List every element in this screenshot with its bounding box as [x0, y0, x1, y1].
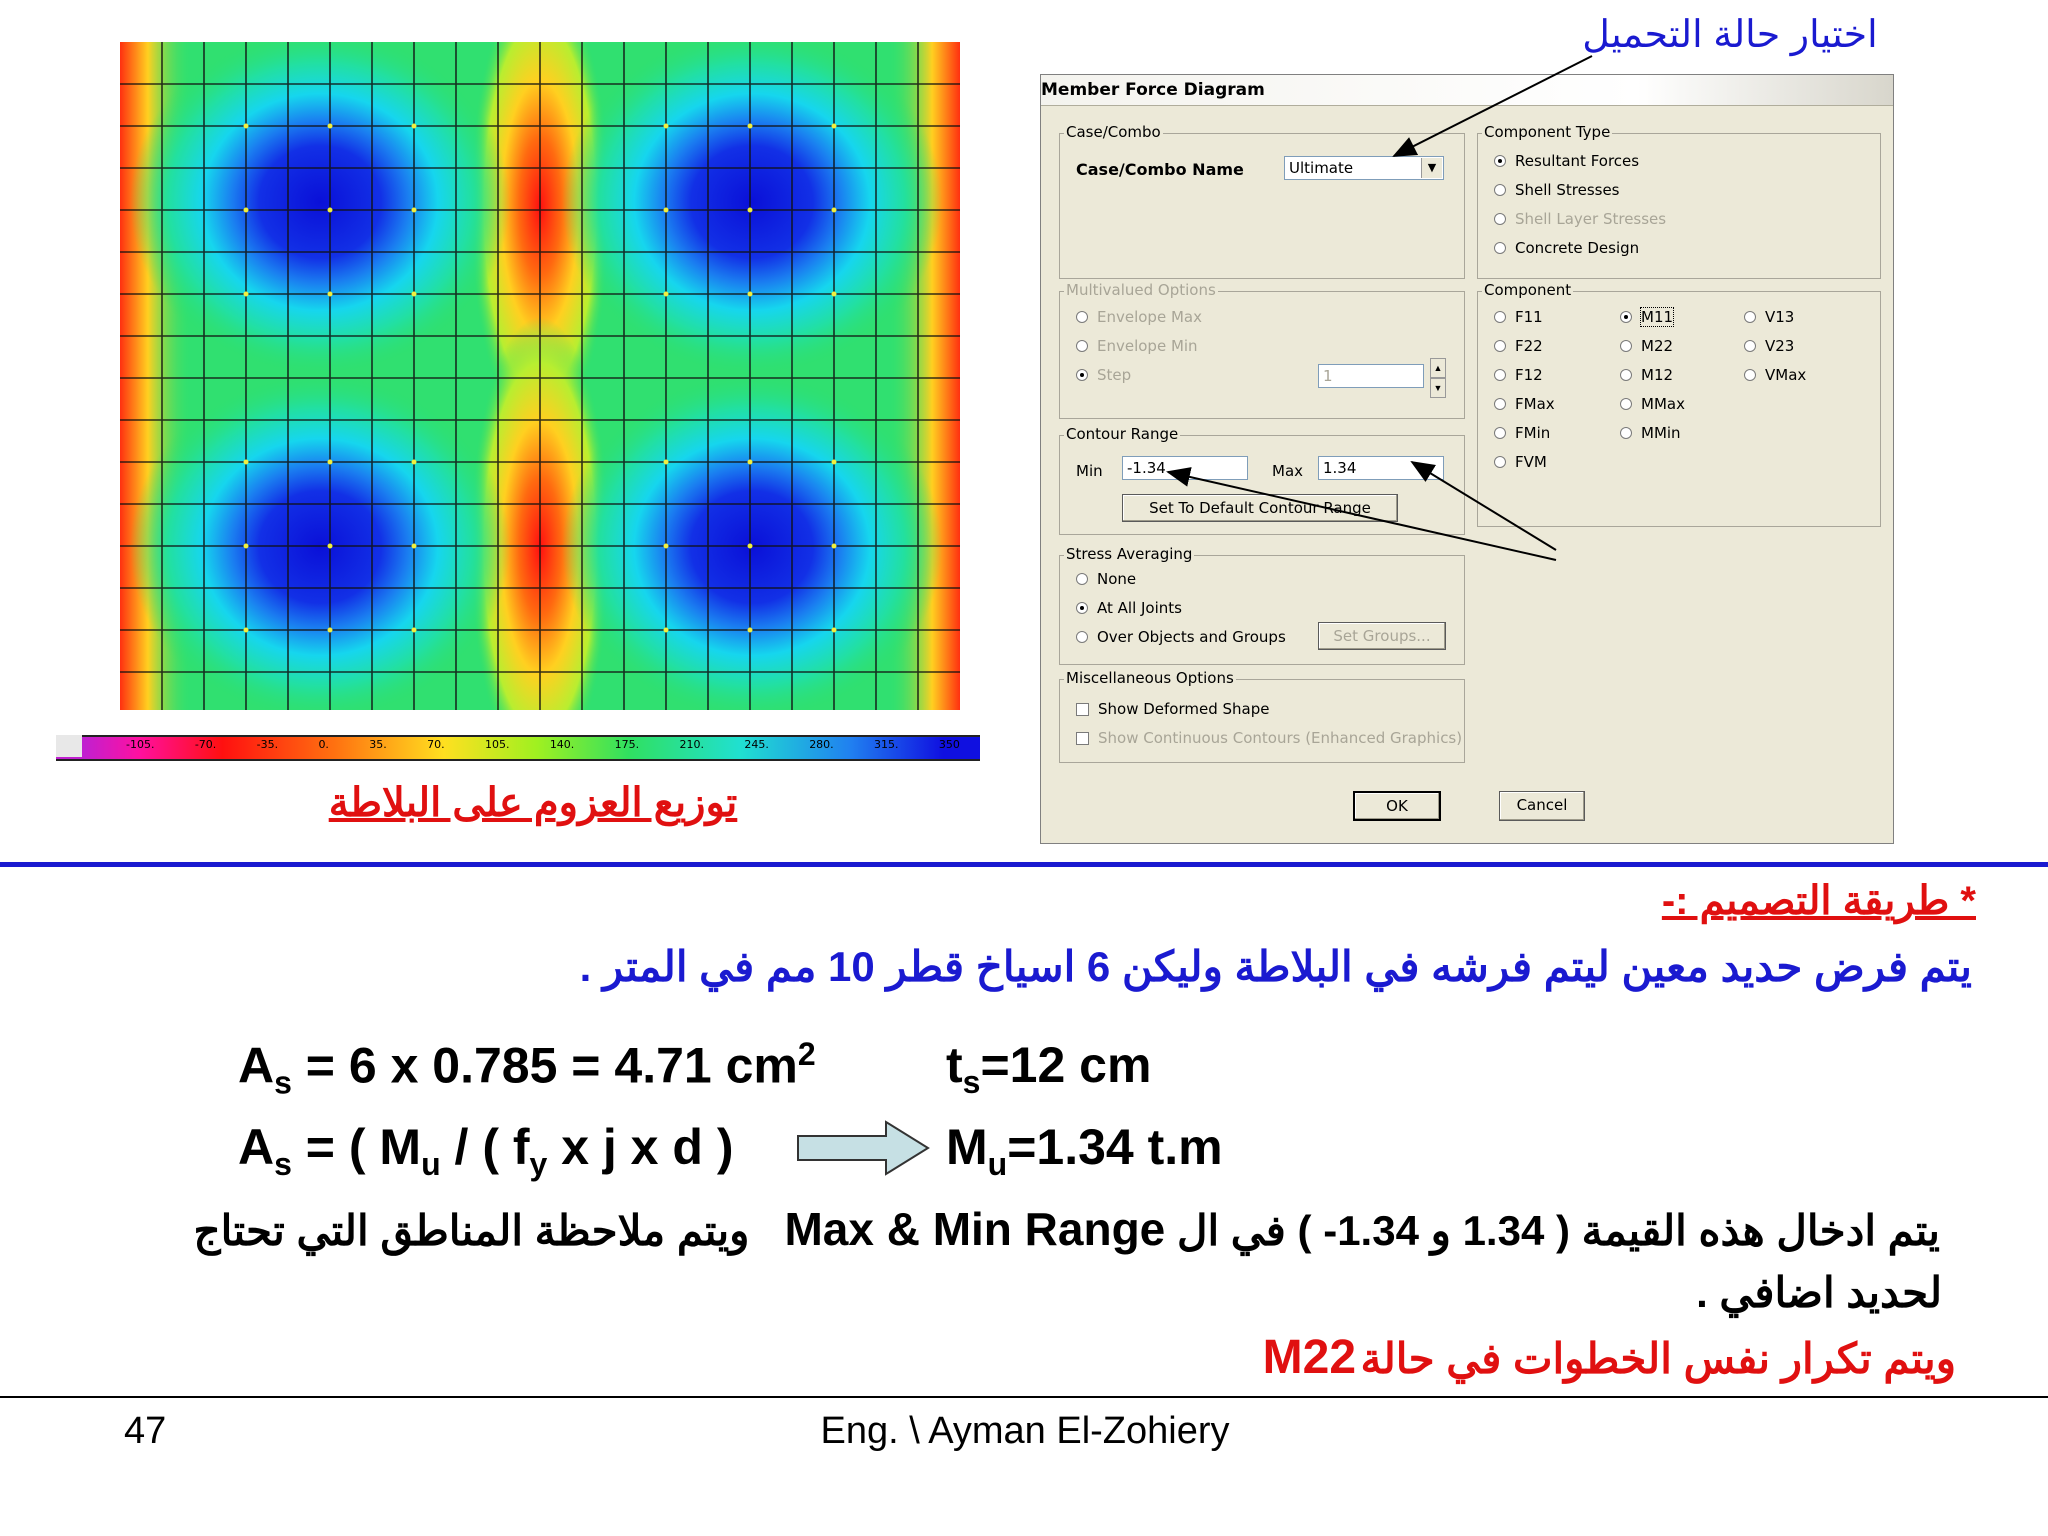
cancel-button[interactable]: Cancel: [1499, 791, 1585, 821]
arrow-to-max-input: [1412, 462, 1556, 550]
equation-ultimate-moment: [946, 1118, 1223, 1183]
none-label: None: [1097, 570, 1137, 588]
component-label: F12: [1515, 366, 1543, 384]
component-label: FMax: [1515, 395, 1555, 413]
multivalued-group-title: Multivalued Options: [1066, 281, 1216, 299]
color-bar-tick: 280.: [809, 738, 834, 751]
set-default-contour-range-button[interactable]: Set To Default Contour Range: [1122, 494, 1398, 522]
note-line-2: لحديد اضافي .: [1696, 1269, 1942, 1316]
eq-symbol: A: [238, 1119, 275, 1175]
step-label: Step: [1097, 366, 1132, 384]
set-groups-button[interactable]: Set Groups...: [1318, 622, 1446, 650]
dialog-title: Member Force Diagram: [1041, 80, 1265, 100]
component-label: M11: [1641, 308, 1674, 326]
component-label: MMin: [1641, 424, 1681, 442]
max-input[interactable]: 1.34: [1318, 456, 1444, 480]
equation-steel-area: [238, 1036, 816, 1102]
ok-button[interactable]: OK: [1353, 791, 1441, 821]
color-bar-tick: -35.: [256, 738, 279, 751]
note-part-a: يتم ادخال هذه القيمة ( 1.34 و 1.34- ) في ال: [1176, 1207, 1940, 1254]
eq-rhs: =12 cm: [980, 1037, 1152, 1093]
envelope-max-label: Envelope Max: [1097, 308, 1202, 326]
eq-superscript: 2: [797, 1036, 816, 1072]
color-bar-tick: 175.: [614, 738, 640, 751]
case-combo-group-title: Case/Combo: [1066, 123, 1161, 141]
concrete-design-label: Concrete Design: [1515, 239, 1640, 257]
component-label: VMax: [1765, 366, 1807, 384]
component-label: F22: [1515, 337, 1543, 355]
at-all-joints-label: At All Joints: [1097, 599, 1182, 617]
eq-subscript: u: [421, 1146, 441, 1182]
eq-part: = ( M: [291, 1119, 422, 1175]
right-arrow-icon: [796, 1118, 932, 1178]
color-bar-tick: -70.: [194, 738, 217, 751]
note-part-c: ويتم ملاحظة المناطق التي تحتاج: [193, 1207, 750, 1254]
component-label: MMax: [1641, 395, 1685, 413]
page-number: 47: [124, 1410, 167, 1452]
stress-averaging-group-title: Stress Averaging: [1066, 545, 1193, 563]
spin-down-icon[interactable]: ▼: [1430, 378, 1446, 398]
eq-subscript: y: [529, 1146, 548, 1182]
eq-subscript: s: [274, 1064, 292, 1101]
over-objects-label: Over Objects and Groups: [1097, 628, 1286, 646]
component-type-group-title: Component Type: [1484, 123, 1611, 141]
repeat-note: [1263, 1330, 1956, 1385]
color-bar-tick: 105.: [484, 738, 510, 751]
footer-divider: [0, 1396, 2048, 1398]
spin-up-icon[interactable]: ▲: [1430, 358, 1446, 378]
envelope-min-label: Envelope Min: [1097, 337, 1198, 355]
color-bar-tick: 245.: [744, 738, 769, 751]
component-group-title: Component: [1484, 281, 1572, 299]
section-title: * طريقة التصميم :-: [1661, 879, 1976, 923]
eq-symbol: M: [946, 1119, 988, 1175]
color-bar-tick: 210.: [679, 738, 704, 751]
eq-symbol: A: [238, 1037, 275, 1094]
eq-rhs: = 6 x 0.785 = 4.71 cm: [291, 1037, 798, 1094]
min-input[interactable]: -1.34: [1122, 456, 1248, 480]
color-bar-tick: 0.: [318, 738, 329, 751]
eq-subscript: u: [987, 1146, 1008, 1182]
arrow-to-case-combo: [1394, 56, 1592, 156]
component-label: V13: [1765, 308, 1795, 326]
color-bar-tick: 35.: [369, 738, 387, 751]
eq-subscript: s: [962, 1064, 981, 1100]
step-input[interactable]: 1: [1318, 364, 1424, 388]
blue-divider: [0, 862, 2048, 867]
resultant-forces-label: Resultant Forces: [1515, 152, 1640, 170]
note-line-1: [120, 1202, 1940, 1256]
chevron-down-icon[interactable]: ▼: [1421, 158, 1442, 178]
component-label: F11: [1515, 308, 1543, 326]
case-combo-select-value: Ultimate: [1289, 159, 1354, 177]
case-combo-name-label: Case/Combo Name: [1076, 160, 1244, 179]
repeat-note-m22: M22: [1262, 1331, 1357, 1384]
misc-options-group-title: Miscellaneous Options: [1066, 669, 1234, 687]
component-label: FVM: [1515, 453, 1547, 471]
contour-range-group-title: Contour Range: [1066, 425, 1179, 443]
min-label: Min: [1076, 462, 1103, 480]
assumption-text: يتم فرض حديد معين ليتم فرشه في البلاطة وليكن 6 اسياخ قطر 10 مم في المتر .: [579, 943, 1972, 990]
author-credit: Eng. \ Ayman El-Zohiery: [820, 1410, 1230, 1452]
shell-layer-stresses-label: Shell Layer Stresses: [1515, 210, 1667, 228]
component-label: FMin: [1515, 424, 1551, 442]
equation-steel-formula: [238, 1118, 733, 1183]
component-label: V23: [1765, 337, 1795, 355]
note-part-b: Max & Min Range: [784, 1203, 1166, 1255]
annotation-load-case: اختيار حالة التحميل: [1582, 14, 1878, 56]
eq-part: x j x d ): [547, 1119, 734, 1175]
component-label: M12: [1641, 366, 1674, 384]
show-continuous-label: Show Continuous Contours (Enhanced Graphics): [1098, 729, 1463, 747]
eq-part: / ( f: [440, 1119, 530, 1175]
max-label: Max: [1272, 462, 1304, 480]
component-label: M22: [1641, 337, 1674, 355]
color-bar-tick: -105.: [126, 738, 155, 751]
contour-caption: توزيع العزوم على البلاطة: [328, 781, 738, 825]
eq-rhs: =1.34 t.m: [1007, 1119, 1223, 1175]
color-bar-tick: 70.: [427, 738, 445, 751]
eq-symbol: t: [946, 1037, 963, 1093]
shell-stresses-label: Shell Stresses: [1515, 181, 1620, 199]
color-bar-tick: 140.: [549, 738, 575, 751]
color-bar-tick: 315.: [874, 738, 899, 751]
arrow-to-min-input: [1168, 472, 1556, 560]
eq-subscript: s: [274, 1146, 292, 1182]
equation-slab-thickness: [946, 1036, 1151, 1101]
show-deformed-label: Show Deformed Shape: [1098, 700, 1270, 718]
color-bar-tick: 350: [938, 738, 960, 751]
repeat-note-text: ويتم تكرار نفس الخطوات في حالة: [1360, 1335, 1956, 1382]
